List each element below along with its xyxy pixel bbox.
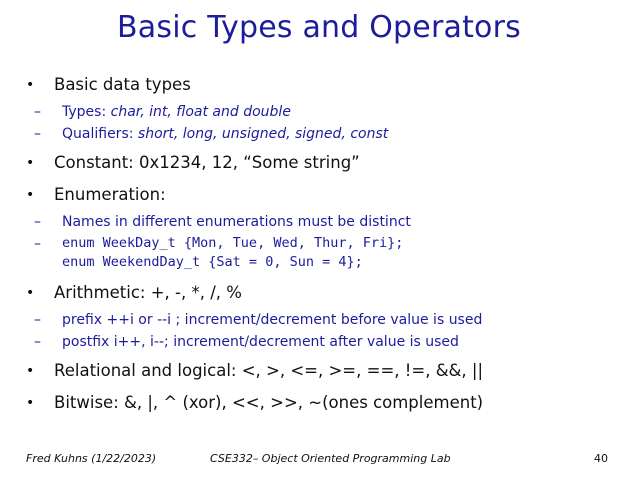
dash-icon: – [34,334,41,350]
dash-icon: – [34,236,41,252]
footer-page-number: 40 [594,452,608,465]
sub-list-arithmetic [26,310,626,352]
code-line-weekend: enum WeekendDay_t {Sat = 0, Sun = 4}; [62,254,363,270]
sub-bullet-types [26,102,626,122]
sub-bullet-prefix [26,310,626,330]
sub-label: Types: [62,104,111,120]
sub-value: char, int, float and double [110,104,291,120]
footer-author: Fred Kuhns (1/22/2023) [26,452,157,465]
bullet-list [26,74,626,420]
sub-bullet-distinct [26,212,626,232]
bullet-label: Constant: 0x1234, 12, “Some string” [54,153,360,172]
bullet-label: Enumeration: [54,185,166,204]
sub-list-enumeration [26,212,626,272]
bullet-icon: • [26,285,35,301]
bullet-label: Relational and logical: <, >, <=, >=, ==, !=, &&, || [54,361,484,380]
bullet-icon: • [26,155,35,171]
footer-course: CSE332– Object Oriented Programming Lab [210,452,451,465]
bullet-icon: • [26,187,35,203]
sub-bullet-qualifiers [26,124,626,144]
dash-icon: – [34,312,41,328]
sub-label: prefix ++i or --i ; increment/decrement before value is used [62,312,483,328]
bullet-basic-types [26,74,626,96]
dash-icon: – [34,214,41,230]
code-line-weekday: enum WeekDay_t {Mon, Tue, Wed, Thur, Fri}; [62,235,404,251]
bullet-icon: • [26,77,35,93]
sub-label: Names in different enumerations must be distinct [62,214,411,230]
bullet-arithmetic [26,282,626,304]
sub-label: postfix i++, i--; increment/decrement after value is used [62,334,459,350]
bullet-relational [26,360,626,382]
slide-title: Basic Types and Operators [117,10,521,45]
bullet-label: Arithmetic: +, -, *, /, % [54,283,242,302]
bullet-bitwise [26,392,626,414]
sub-bullet-postfix [26,332,626,352]
sub-bullet-code [26,234,626,272]
sub-list-basic [26,102,626,144]
bullet-icon: • [26,363,35,379]
bullet-label: Bitwise: &, |, ^ (xor), <<, >>, ~(ones complement) [54,393,484,412]
bullet-icon: • [26,395,35,411]
bullet-label: Basic data types [54,75,191,94]
sub-label: Qualifiers: [62,126,138,142]
dash-icon: – [34,104,41,120]
sub-value: short, long, unsigned, signed, const [137,126,389,142]
dash-icon: – [34,126,41,142]
bullet-constant [26,152,626,174]
bullet-enumeration [26,184,626,206]
